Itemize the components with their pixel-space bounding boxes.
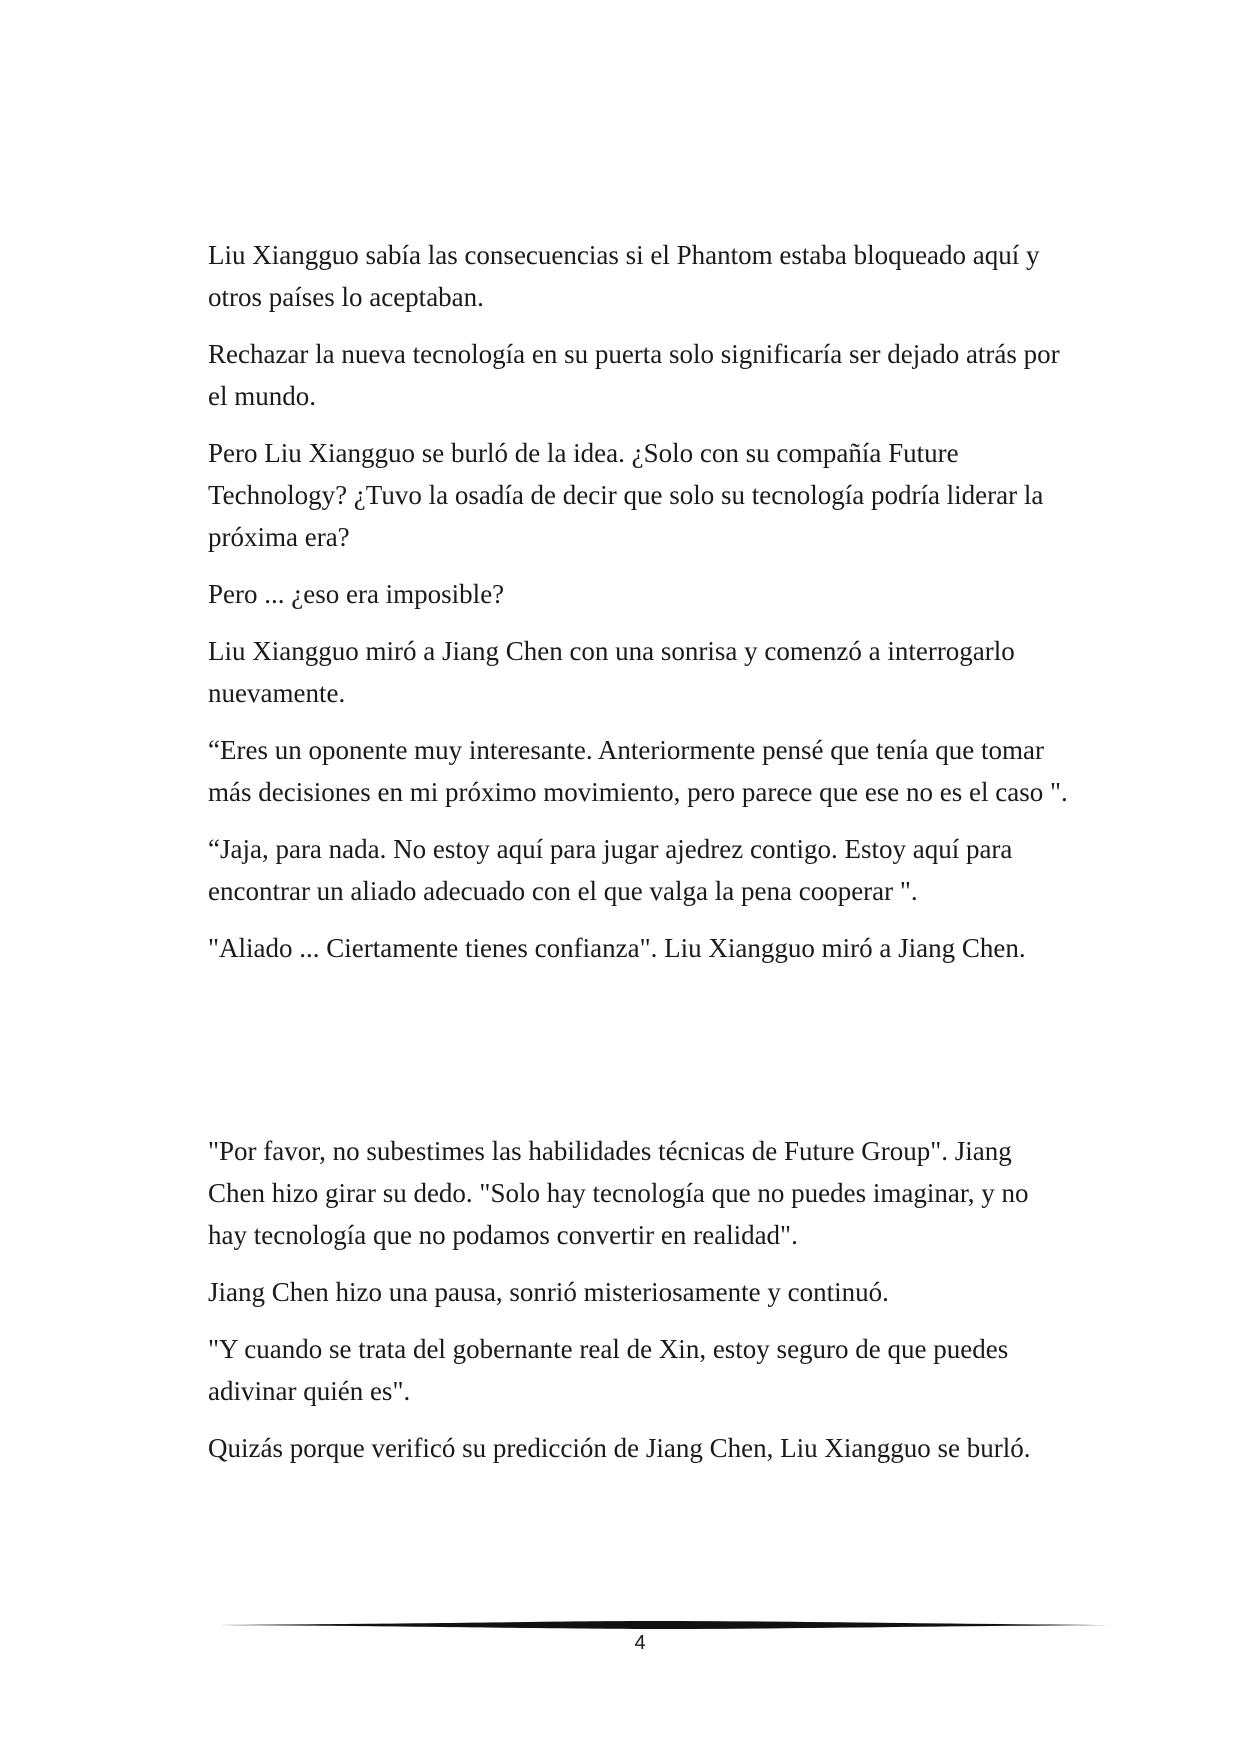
paragraph: Quizás porque verificó su predicción de Jiang Chen, Liu Xiangguo se burló. bbox=[208, 1433, 1031, 1463]
page-number: 4 bbox=[634, 1632, 646, 1654]
paragraph: Liu Xiangguo sabía las consecuencias si el Phantom estaba bloqueado aquí y otros países lo aceptaban. bbox=[208, 240, 1040, 312]
body-text-section-2 bbox=[208, 1130, 1068, 1484]
paragraph: Rechazar la nueva tecnología en su puerta solo significaría ser dejado atrás por el mundo. bbox=[208, 339, 1060, 411]
paragraph: Pero ... ¿eso era imposible? bbox=[208, 579, 505, 609]
paragraph: Liu Xiangguo miró a Jiang Chen con una sonrisa y comenzó a interrogarlo nuevamente. bbox=[208, 636, 1015, 708]
paragraph: "Y cuando se trata del gobernante real de Xin, estoy seguro de que puedes adivinar quién es". bbox=[208, 1334, 1009, 1406]
paragraph: Pero Liu Xiangguo se burló de la idea. ¿Solo con su compañía Future Technology? ¿Tuvo la osadía de decir que solo su tecnología podría liderar la próxima era? bbox=[208, 438, 1044, 552]
body-text-section-1 bbox=[208, 234, 1068, 984]
paragraph: “Jaja, para nada. No estoy aquí para jugar ajedrez contigo. Estoy aquí para encontrar un aliado adecuado con el que valga la pena cooperar ". bbox=[208, 834, 1013, 906]
paragraph: “Eres un oponente muy interesante. Anteriormente pensé que tenía que tomar más decisiones en mi próximo movimiento, pero parece que ese no es el caso ". bbox=[208, 735, 1068, 807]
footer-divider bbox=[208, 1618, 1110, 1632]
paragraph: "Aliado ... Ciertamente tienes confianza". Liu Xiangguo miró a Jiang Chen. bbox=[208, 933, 1026, 963]
paragraph: Jiang Chen hizo una pausa, sonrió misteriosamente y continuó. bbox=[208, 1277, 889, 1307]
paragraph: "Por favor, no subestimes las habilidades técnicas de Future Group". Jiang Chen hizo girar su dedo. "Solo hay tecnología que no puedes imaginar, y no hay tecnología que no podamos convertir en realidad". bbox=[208, 1136, 1029, 1250]
